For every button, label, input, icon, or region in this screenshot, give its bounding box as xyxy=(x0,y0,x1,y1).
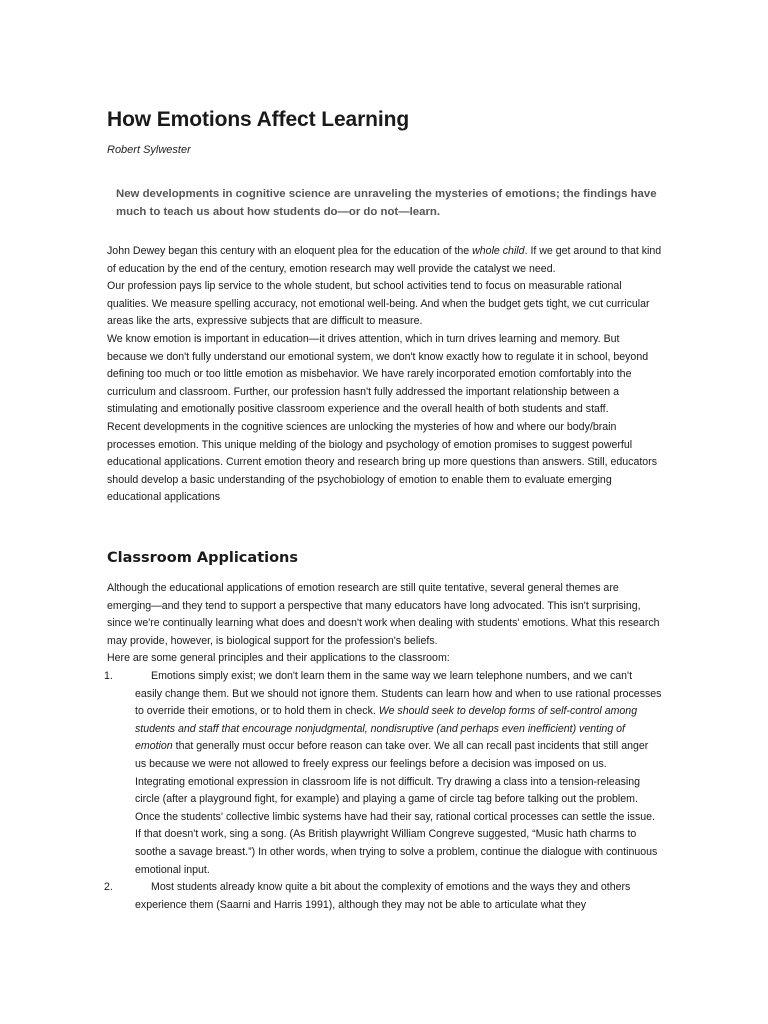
article-abstract: New developments in cognitive science are unraveling the mysteries of emotions; the findings have much to teach us about how students do—or do not—learn. xyxy=(116,188,657,218)
article-title: How Emotions Affect Learning xyxy=(107,108,410,131)
section-paragraph-2: Here are some general principles and their applications to the classroom: xyxy=(107,652,450,665)
paragraph-text: Most students already know quite a bit about the complexity of emotions and the ways they and others experience them (Saarni and Harris 1991), although they may not be able to articulate what they xyxy=(135,881,631,911)
emphasis-text: We should seek to develop forms of self-control among students and staff that encourage nonjudgmental, nondisruptive (and perhaps even inefficient) venting of emotion xyxy=(135,705,638,753)
list-item-text xyxy=(135,879,662,914)
intro-paragraph-1 xyxy=(107,243,662,278)
list-item-followup: Integrating emotional expression in classroom life is not difficult. Try drawing a class into a tension-releasing circle (after a playground fight, for example) and playing a game of circle tag before talking out the problem. Once the students' collective limbic systems have had their say, rational cortical processes can settle the issue. If that doesn't work, sing a song. (As British playwright William Congreve suggested, “Music hath charms to soothe a savage breast.”) In other words, when trying to solve a problem, continue the dialogue with continuous emotional input. xyxy=(135,775,658,876)
intro-paragraph-3: We know emotion is important in education—it drives attention, which in turn drives learning and memory. But because we don't fully understand our emotional system, we don't know exactly how to regulate it in school, beyond defining too much or too little emotion as misbehavior. We have rarely incorporated emotion comfortably into the curriculum and classroom. Further, our profession hasn't fully addressed the important relationship between a stimulating and emotionally positive classroom experience and the overall health of both students and staff. xyxy=(107,332,649,416)
list-item xyxy=(104,879,662,914)
paragraph-text: Emotions simply exist; we don't learn them in the same way we learn telephone numbers, and we can't easily change them. But we should not ignore them. Students can learn how and when to use rational processes to override their emotions, or to hold them in check. xyxy=(135,669,662,718)
section-paragraph-1: Although the educational applications of emotion research are still quite tentative, several general themes are emerging—and they tend to support a perspective that many educators have long advocated. This isn't surprising, since we're continually learning what does and doesn't work when dealing with students' emotions. What this research may provide, however, is biological support for the profession's beliefs. xyxy=(107,582,660,647)
list-item-number: 2. xyxy=(104,881,113,894)
article-author: Robert Sylwester xyxy=(107,144,191,156)
emphasis-text: whole child xyxy=(472,245,525,257)
section-body xyxy=(104,580,662,914)
paragraph-text: . If we get around to that kind of education by the end of the century, emotion research may well provide the catalyst we need. xyxy=(107,245,662,275)
paragraph-text: that generally must occur before reason can take over. We all can recall past incidents that still anger us because we were not allowed to freely express our feelings before a decision was imposed on us. xyxy=(135,740,649,770)
intro-section xyxy=(107,243,662,507)
list-item xyxy=(104,668,662,879)
intro-paragraph-4: Recent developments in the cognitive sciences are unlocking the mysteries of how and where our body/brain processes emotion. This unique melding of the biology and psychology of emotion promises to suggest powerful educational applications. Current emotion theory and research bring up more questions than answers. Still, educators should develop a basic understanding of the psychobiology of emotion to enable them to evaluate emerging educational applications xyxy=(107,420,658,504)
principles-list xyxy=(104,668,662,914)
section-heading: Classroom Applications xyxy=(107,550,299,566)
list-item-text xyxy=(135,668,662,774)
list-item-number: 1. xyxy=(104,669,113,682)
paragraph-text: John Dewey began this century with an eloquent plea for the education of the xyxy=(107,245,473,257)
intro-paragraph-2: Our profession pays lip service to the whole student, but school activities tend to focus on measurable rational qualities. We measure spelling accuracy, not emotional well-being. And when the budget gets tight, we cut curricular areas like the arts, expressive subjects that are difficult to measure. xyxy=(107,280,650,328)
